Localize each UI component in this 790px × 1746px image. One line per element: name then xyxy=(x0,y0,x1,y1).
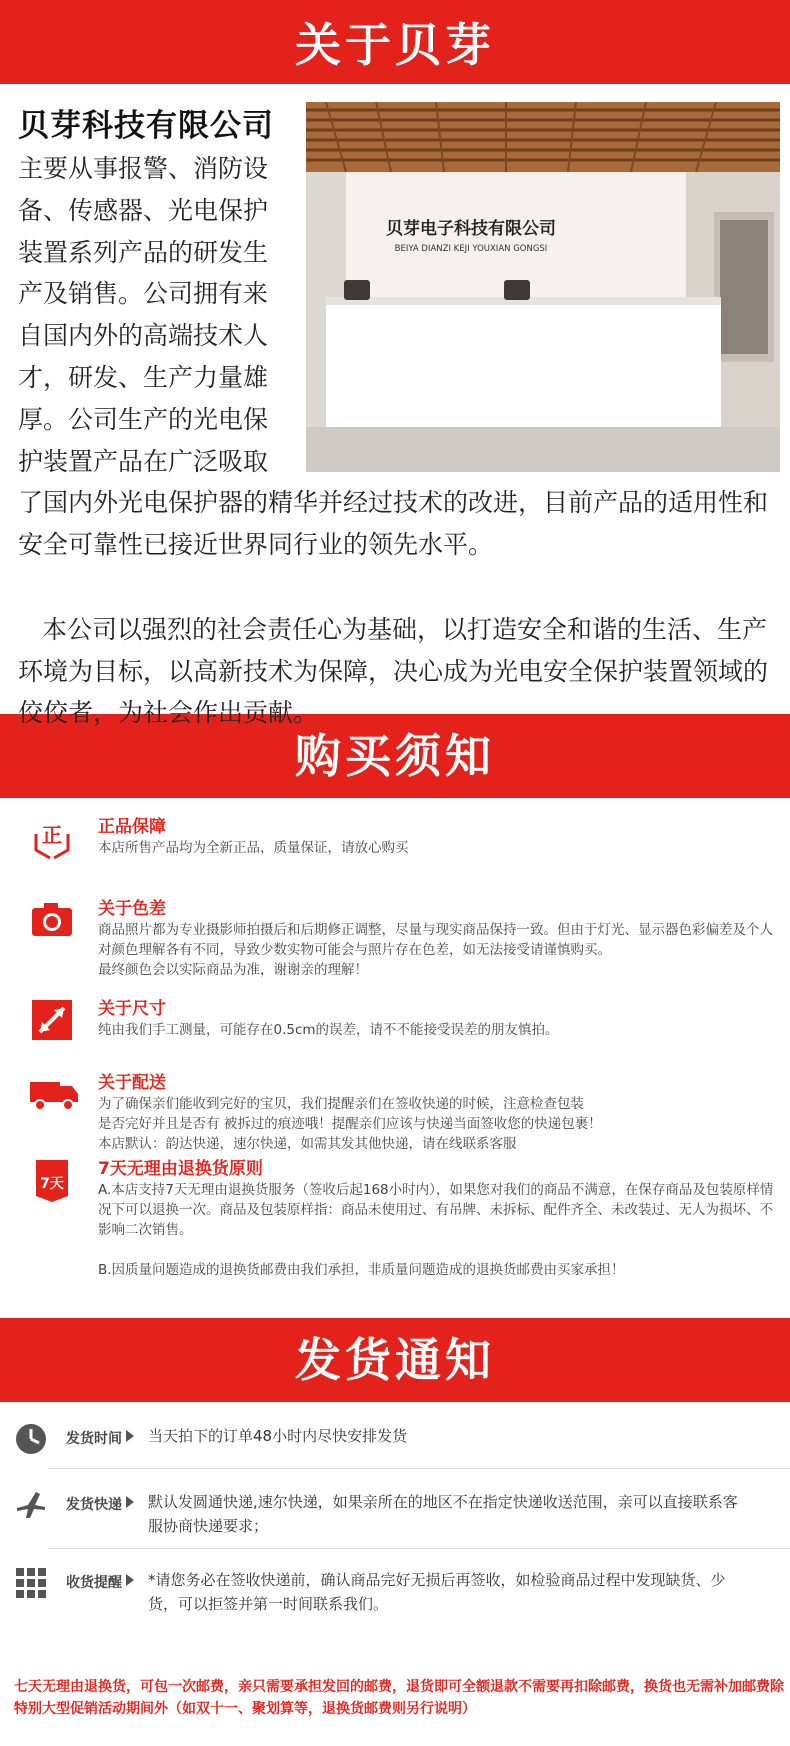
chevron-right-icon xyxy=(126,1496,134,1508)
notice-section xyxy=(0,798,790,1318)
notice-body: 纯由我们手工测量，可能存在0.5cm的误差，请不不能接受误差的朋友慎拍。 xyxy=(98,1022,559,1038)
camera-icon xyxy=(30,898,74,942)
chevron-right-icon xyxy=(126,1430,134,1442)
notice-title: 关于配送 xyxy=(98,1073,166,1093)
notice-body: 商品照片都为专业摄影师拍摄后和后期修正调整，尽量与现实商品保持一致。但由于灯光、显示器色彩偏差及个人对颜色理解各有不同，导致少数实物可能会与照片存在色差，如无法接受请谨慎购买。 最终颜色会以实际商品为准，谢谢亲的理解！ xyxy=(98,922,773,978)
notice-banner: 购买须知 xyxy=(0,714,790,798)
about-banner: 关于贝芽 xyxy=(0,0,790,84)
genuine-icon xyxy=(30,816,74,860)
company-name: 贝芽科技有限公司 xyxy=(18,108,274,144)
notice-title: 关于尺寸 xyxy=(98,999,166,1019)
svg-text:7天: 7天 xyxy=(40,1176,64,1192)
photo-sign-cn: 贝芽电子科技有限公司 xyxy=(386,219,556,239)
grid-icon xyxy=(14,1566,48,1600)
shipping-text: 当天拍下的订单48小时内尽快安排发货 xyxy=(148,1427,408,1445)
notice-title: 7天无理由退换货原则 xyxy=(98,1159,263,1179)
ruler-arrow-icon xyxy=(30,998,74,1042)
about-section xyxy=(0,84,790,727)
seven-day-icon xyxy=(30,1158,74,1202)
shipping-text: 默认发圆通快递,速尔快递，如果亲所在的地区不在指定快递收送范围，亲可以直接联系客服协商快递要求； xyxy=(148,1493,738,1535)
shipping-label: 发货时间 xyxy=(66,1431,122,1447)
notice-title: 关于色差 xyxy=(98,899,166,919)
clock-icon xyxy=(14,1422,48,1456)
return-policy-note: 七天无理由退换货，可包一次邮费，亲只需要承担发回的邮费，退货即可全额退款不需要再扣除邮费，换货也无需补加邮费除特别大型促销活动期间外（如双十一、聚划算等，退换货邮费则另行说明） xyxy=(14,1679,784,1717)
notice-body: A.本店支持7天无理由退换货服务（签收后起168小时内），如果您对我们的商品不满意，在保存商品及包装原样情况下可以退换一次。商品及包装原样指：商品未使用过、有吊牌、未拆标、配件齐全、未改装过、无人为损坏、不影响二次销售。 B.因质量问题造成的退换货邮费由我们承担，非质量问题造成的退换货邮费由买家承担！ xyxy=(98,1182,774,1278)
divider xyxy=(48,1468,790,1469)
shipping-label: 发货快递 xyxy=(66,1497,122,1513)
intro-paragraph-2: 本公司以强烈的社会责任心为基础，以打造安全和谐的生活、生产环境为目标，以高新技术为保障，决心成为光电安全保护装置领域的佼佼者，为社会作出贡献。 xyxy=(18,615,769,727)
intro-text-narrow: 主要从事报警、消防设备、传感器、光电保护装置系列产品的研发生产及销售。公司拥有来自国内外的高端技术人才，研发、生产力量雄厚。公司生产的光电保护装置产品在广泛吸取 xyxy=(18,154,269,476)
svg-text:正: 正 xyxy=(42,823,62,847)
photo-sign-en: BEIYA DIANZI KEJI YOUXIAN GONGSI xyxy=(394,244,548,254)
divider xyxy=(48,1548,790,1549)
truck-icon xyxy=(30,1072,74,1116)
shipping-label: 收货提醒 xyxy=(66,1575,122,1591)
shipping-text: *请您务必在签收快递前，确认商品完好无损后再签收，如检验商品过程中发现缺货、少货，可以拒签并第一时间联系我们。 xyxy=(148,1571,726,1613)
intro-text-wide: 了国内外光电保护器的精华并经过技术的改进，目前产品的适用性和安全可靠性已接近世界同行业的领先水平。 xyxy=(18,488,769,559)
airplane-icon xyxy=(14,1488,48,1522)
notice-body: 本店所售产品均为全新正品，质量保证，请放心购买 xyxy=(98,840,409,856)
office-reception-photo xyxy=(306,102,780,472)
chevron-right-icon xyxy=(126,1574,134,1586)
shipping-banner: 发货通知 xyxy=(0,1318,790,1402)
notice-body: 为了确保亲们能收到完好的宝贝，我们提醒亲们在签收快递的时候，注意检查包装 是否完好并且是否有 被拆过的痕迹哦！提醒亲们应该与快递当面签收您的快递包裹！ 本店默认：韵达快递，速尔快递，如需其发其他快递，请在线联系客服 xyxy=(98,1096,602,1152)
notice-title: 正品保障 xyxy=(98,817,166,837)
shipping-section xyxy=(0,1402,790,1652)
